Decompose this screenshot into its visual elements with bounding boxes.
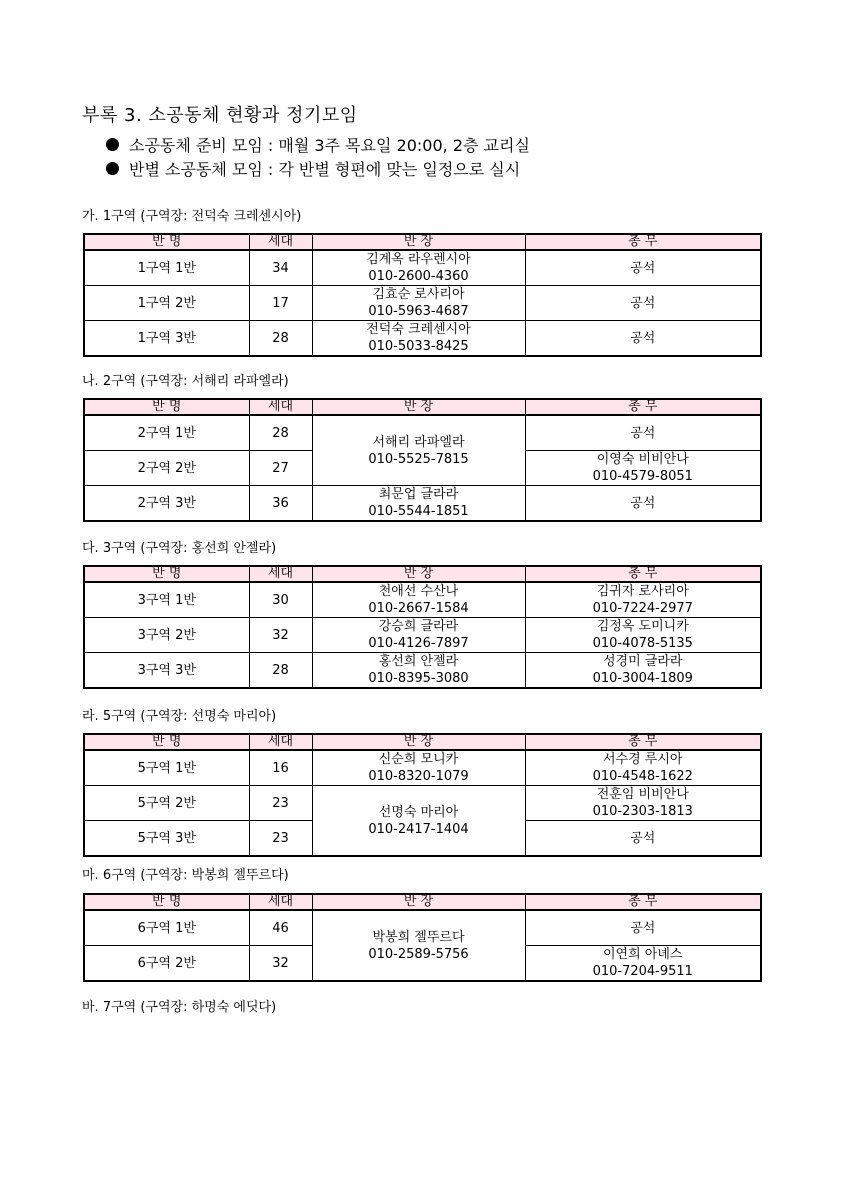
table-header-row <box>84 234 761 250</box>
ban-cell: 5구역 1반 <box>84 750 249 786</box>
ban-header: 반 명 <box>84 399 249 415</box>
secretary-name: 공석 <box>630 920 656 936</box>
leader-cell <box>312 910 525 981</box>
ban-header: 반 명 <box>84 734 249 750</box>
secretary-header: 총 무 <box>525 234 761 250</box>
households-cell: 28 <box>249 415 312 451</box>
leader-cell <box>312 250 525 286</box>
ban-header: 반 명 <box>84 894 249 910</box>
leader-header: 반 장 <box>312 734 525 750</box>
secretary-header: 총 무 <box>525 566 761 582</box>
secretary-cell <box>525 286 761 321</box>
leader-phone: 010-5963-4687 <box>368 304 469 319</box>
households-cell: 27 <box>249 451 312 486</box>
ban-cell: 3구역 1반 <box>84 582 249 618</box>
secretary-cell <box>525 415 761 451</box>
table-row <box>84 321 761 357</box>
ban-cell: 1구역 3반 <box>84 321 249 357</box>
leader-cell <box>312 786 525 857</box>
zone-heading: 다. 3구역 (구역장: 홍선희 안젤라) <box>82 541 277 556</box>
table-row <box>84 910 761 946</box>
leader-cell <box>312 486 525 522</box>
leader-header: 반 장 <box>312 894 525 910</box>
secretary-cell <box>525 946 761 982</box>
leader-phone: 010-5033-8425 <box>368 339 469 354</box>
secretary-cell <box>525 910 761 946</box>
secretary-name: 이영숙 비비안나 <box>596 452 689 467</box>
secretary-cell <box>525 786 761 821</box>
secretary-cell <box>525 582 761 618</box>
secretary-name: 서수경 루시아 <box>603 752 683 767</box>
households-cell: 36 <box>249 486 312 522</box>
secretary-cell <box>525 821 761 857</box>
households-header: 세대 <box>249 234 312 250</box>
leader-phone: 010-8395-3080 <box>368 671 469 686</box>
zone-heading: 라. 5구역 (구역장: 선명숙 마리아) <box>82 709 277 724</box>
secretary-phone: 010-4078-5135 <box>592 636 693 651</box>
households-cell: 17 <box>249 286 312 321</box>
bullet-icon <box>106 162 119 175</box>
meeting-note-text: 반별 소공동체 모임 : 각 반별 형편에 맞는 일정으로 실시 <box>129 160 521 179</box>
households-header: 세대 <box>249 734 312 750</box>
secretary-name: 이연희 아녜스 <box>603 947 683 962</box>
households-cell: 23 <box>249 821 312 857</box>
table-header-row <box>84 399 761 415</box>
leader-name: 최문업 글라라 <box>378 487 459 502</box>
secretary-name: 공석 <box>630 295 656 311</box>
secretary-name: 공석 <box>630 425 656 441</box>
ban-cell: 5구역 3반 <box>84 821 249 857</box>
secretary-cell <box>525 250 761 286</box>
bullet-icon <box>106 138 119 151</box>
secretary-header: 총 무 <box>525 894 761 910</box>
secretary-phone: 010-4579-8051 <box>592 469 693 484</box>
ban-cell: 1구역 1반 <box>84 250 249 286</box>
secretary-cell <box>525 451 761 486</box>
table-row <box>84 486 761 522</box>
zone-heading: 가. 1구역 (구역장: 전덕숙 크레센시아) <box>82 209 302 224</box>
households-header: 세대 <box>249 566 312 582</box>
leader-header: 반 장 <box>312 234 525 250</box>
secretary-name: 공석 <box>630 830 656 846</box>
leader-phone: 010-2667-1584 <box>368 601 469 616</box>
secretary-name: 전훈임 비비안나 <box>596 787 689 802</box>
leader-name: 선명숙 마리아 <box>378 804 459 820</box>
zone-table <box>83 233 762 357</box>
page-title: 부록 3. 소공동체 현황과 정기모임 <box>82 105 358 126</box>
households-cell: 28 <box>249 653 312 689</box>
leader-cell <box>312 750 525 786</box>
table-row <box>84 653 761 689</box>
table-row <box>84 250 761 286</box>
leader-cell <box>312 415 525 486</box>
secretary-phone: 010-3004-1809 <box>592 671 693 686</box>
leader-cell <box>312 582 525 618</box>
secretary-phone: 010-4548-1622 <box>592 769 693 784</box>
leader-phone: 010-2417-1404 <box>368 821 469 837</box>
zone-table <box>83 565 762 689</box>
leader-cell <box>312 618 525 653</box>
leader-name: 김효순 로사리아 <box>372 287 465 302</box>
table-header-row <box>84 734 761 750</box>
ban-header: 반 명 <box>84 566 249 582</box>
table-row <box>84 750 761 786</box>
leader-name: 홍선희 안젤라 <box>378 654 459 669</box>
households-cell: 16 <box>249 750 312 786</box>
households-cell: 32 <box>249 946 312 982</box>
secretary-name: 성경미 글라라 <box>603 654 683 669</box>
table-row <box>84 618 761 653</box>
secretary-name: 공석 <box>630 495 656 511</box>
secretary-name: 공석 <box>630 260 656 276</box>
households-header: 세대 <box>249 894 312 910</box>
leader-name: 천애선 수산나 <box>378 584 459 599</box>
secretary-name: 공석 <box>630 330 656 346</box>
secretary-header: 총 무 <box>525 399 761 415</box>
leader-cell <box>312 321 525 357</box>
secretary-phone: 010-7204-9511 <box>592 964 693 979</box>
zone-heading: 바. 7구역 (구역장: 하명숙 에딧다) <box>82 1000 277 1015</box>
table-row <box>84 786 761 821</box>
meeting-note-2 <box>106 157 520 180</box>
leader-header: 반 장 <box>312 399 525 415</box>
households-cell: 28 <box>249 321 312 357</box>
table-header-row <box>84 894 761 910</box>
secretary-phone: 010-7224-2977 <box>592 601 693 616</box>
ban-cell: 2구역 2반 <box>84 451 249 486</box>
meeting-note-1 <box>106 133 530 156</box>
leader-name: 김계옥 라우렌시아 <box>366 252 471 267</box>
secretary-header: 총 무 <box>525 734 761 750</box>
zone-heading: 나. 2구역 (구역장: 서해리 라파엘라) <box>82 374 289 389</box>
table-row <box>84 415 761 451</box>
leader-name: 전덕숙 크레센시아 <box>366 322 471 337</box>
leader-phone: 010-5544-1851 <box>368 504 469 519</box>
households-cell: 30 <box>249 582 312 618</box>
meeting-note-text: 소공동체 준비 모임 : 매월 3주 목요일 20:00, 2층 교리실 <box>129 136 530 155</box>
leader-phone: 010-2589-5756 <box>368 946 469 962</box>
leader-name: 박봉희 젤뚜르다 <box>372 929 465 945</box>
ban-cell: 3구역 3반 <box>84 653 249 689</box>
ban-cell: 2구역 3반 <box>84 486 249 522</box>
secretary-name: 김정옥 도미니카 <box>596 619 689 634</box>
secretary-name: 김귀자 로사리아 <box>596 584 689 599</box>
secretary-cell <box>525 750 761 786</box>
households-header: 세대 <box>249 399 312 415</box>
secretary-cell <box>525 321 761 357</box>
leader-phone: 010-4126-7897 <box>368 636 469 651</box>
households-cell: 46 <box>249 910 312 946</box>
secretary-phone: 010-2303-1813 <box>592 804 693 819</box>
table-row <box>84 286 761 321</box>
zone-table <box>83 398 762 522</box>
leader-phone: 010-5525-7815 <box>368 451 469 467</box>
households-cell: 32 <box>249 618 312 653</box>
table-header-row <box>84 566 761 582</box>
ban-cell: 6구역 1반 <box>84 910 249 946</box>
zone-table <box>83 733 762 857</box>
leader-cell <box>312 653 525 689</box>
leader-phone: 010-8320-1079 <box>368 769 469 784</box>
leader-phone: 010-2600-4360 <box>368 269 469 284</box>
leader-name: 신순희 모니카 <box>378 752 459 767</box>
leader-cell <box>312 286 525 321</box>
zone-table <box>83 893 762 982</box>
secretary-cell <box>525 653 761 689</box>
households-cell: 34 <box>249 250 312 286</box>
households-cell: 23 <box>249 786 312 821</box>
secretary-cell <box>525 486 761 522</box>
ban-header: 반 명 <box>84 234 249 250</box>
leader-header: 반 장 <box>312 566 525 582</box>
zone-heading: 마. 6구역 (구역장: 박봉희 젤뚜르다) <box>82 868 289 883</box>
ban-cell: 6구역 2반 <box>84 946 249 982</box>
table-row <box>84 582 761 618</box>
leader-name: 강승희 글라라 <box>378 619 459 634</box>
leader-name: 서해리 라파엘라 <box>372 434 465 450</box>
ban-cell: 1구역 2반 <box>84 286 249 321</box>
ban-cell: 2구역 1반 <box>84 415 249 451</box>
ban-cell: 3구역 2반 <box>84 618 249 653</box>
secretary-cell <box>525 618 761 653</box>
ban-cell: 5구역 2반 <box>84 786 249 821</box>
